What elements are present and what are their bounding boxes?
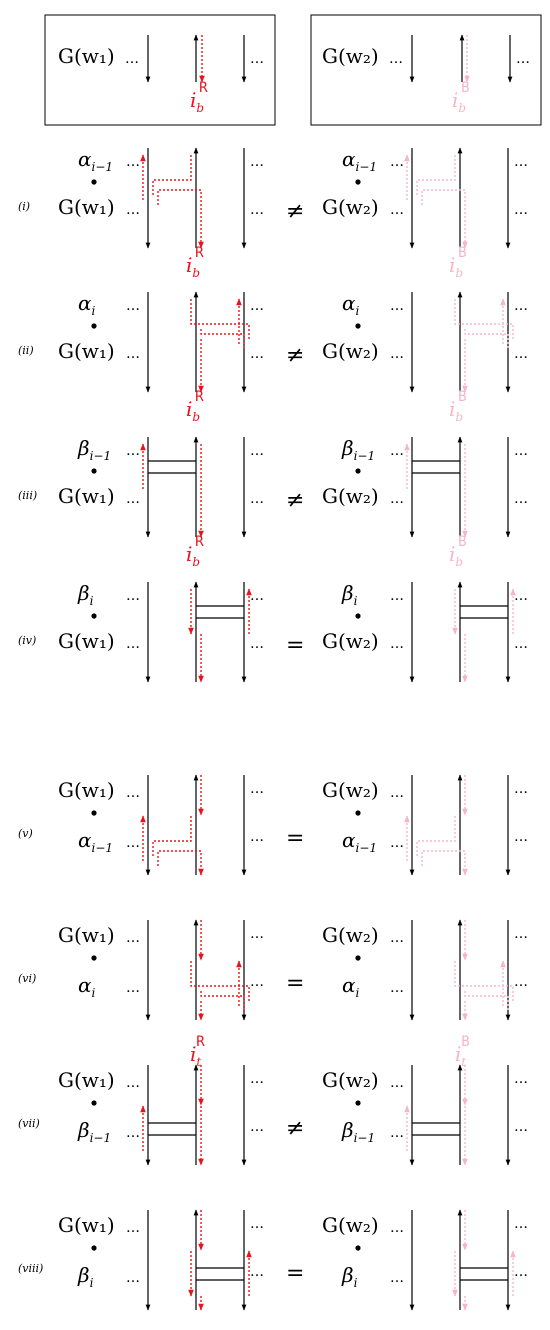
- ellipsis: …: [514, 154, 528, 170]
- relation-sign: ≠: [286, 343, 305, 368]
- ellipsis: …: [390, 930, 404, 946]
- symbol-label: $\beta_{i-1}$: [78, 436, 112, 463]
- graph-label: G(w₂): [322, 1213, 379, 1237]
- symbol-label: $\beta_{i-1}$: [78, 1118, 112, 1145]
- ellipsis: …: [126, 1075, 140, 1091]
- ellipsis: …: [126, 1220, 140, 1236]
- ellipsis: …: [126, 491, 140, 507]
- bullet-dot: [355, 179, 360, 184]
- graph-label: G(w₁): [58, 484, 115, 508]
- bullet-dot: [355, 468, 360, 473]
- ellipsis: …: [390, 443, 404, 459]
- ellipsis: …: [514, 202, 528, 218]
- ellipsis: …: [390, 298, 404, 314]
- ellipsis: …: [250, 1264, 264, 1280]
- ellipsis: …: [250, 491, 264, 507]
- bullet-dot: [91, 955, 96, 960]
- i-b-B-label: $i_bB$: [452, 80, 470, 115]
- graph-label-w2: G(w₂): [322, 44, 379, 68]
- bullet-dot: [355, 955, 360, 960]
- symbol-label: $\beta_i$: [342, 581, 358, 608]
- red-link: [201, 329, 244, 349]
- symbol-label: $\alpha_{i-1}$: [78, 147, 114, 174]
- graph-label: G(w₂): [322, 195, 379, 219]
- case-row: [18, 291, 528, 424]
- ellipsis: …: [250, 298, 264, 314]
- ellipsis: …: [514, 491, 528, 507]
- red-link: [153, 816, 191, 856]
- red-link: [455, 961, 513, 1001]
- ellipsis: …: [390, 491, 404, 507]
- ellipsis: …: [126, 346, 140, 362]
- red-link: [191, 961, 249, 1001]
- red-link: [465, 329, 508, 349]
- graph-label: G(w₂): [322, 629, 379, 653]
- ellipsis: …: [126, 980, 140, 996]
- ellipsis: …: [390, 980, 404, 996]
- case-tag: (viii): [18, 1262, 44, 1275]
- red-down: [422, 851, 465, 875]
- case-tag: (iv): [18, 634, 37, 647]
- ellipsis: …: [514, 829, 528, 845]
- red-link: [465, 991, 508, 1011]
- bullet-dot: [91, 810, 96, 815]
- graph-label: G(w₁): [58, 629, 115, 653]
- symbol-label: $\beta_i$: [78, 1263, 94, 1290]
- i-t-B-label: $i_tB$: [455, 1034, 470, 1069]
- ellipsis: …: [250, 202, 264, 218]
- ellipsis: …: [126, 443, 140, 459]
- graph-label: G(w₁): [58, 923, 115, 947]
- red-link: [417, 155, 455, 195]
- ellipsis: …: [126, 636, 140, 652]
- red-link: [191, 299, 249, 339]
- i-b-R-label: $i_bR$: [190, 80, 208, 115]
- symbol-label: $\alpha_i$: [342, 973, 360, 1000]
- i-b-R-label: $i_bR$: [186, 245, 204, 280]
- red-link: [417, 816, 455, 856]
- symbol-label: $\alpha_{i-1}$: [342, 828, 378, 855]
- bullet-dot: [91, 179, 96, 184]
- bullet-dot: [91, 1245, 96, 1250]
- bullet-dot: [91, 468, 96, 473]
- ellipsis: …: [514, 443, 528, 459]
- i-t-R-label: $i_tR$: [190, 1034, 205, 1069]
- symbol-label: $\beta_{i-1}$: [342, 1118, 376, 1145]
- bullet-dot: [355, 1100, 360, 1105]
- case-row: [18, 581, 528, 682]
- ellipsis: …: [126, 785, 140, 801]
- ellipsis: …: [250, 781, 264, 797]
- ellipsis: …: [250, 636, 264, 652]
- ellipsis: …: [126, 1125, 140, 1141]
- case-row: [18, 1210, 528, 1310]
- i-b-R-label: $i_bR$: [186, 389, 204, 424]
- case-tag: (ii): [18, 344, 34, 357]
- case-tag: (vii): [18, 1117, 40, 1130]
- ellipsis: …: [390, 1075, 404, 1091]
- header-right-panel: [311, 15, 541, 125]
- symbol-label: $\beta_{i-1}$: [342, 436, 376, 463]
- red-down: [158, 190, 201, 248]
- bullet-dot: [355, 1245, 360, 1250]
- relation-sign: ≠: [286, 488, 305, 513]
- ellipsis: …: [250, 926, 264, 942]
- i-b-B-label: $i_bB$: [449, 389, 467, 424]
- ellipsis: …: [250, 346, 264, 362]
- case-rows: [18, 147, 528, 1310]
- red-down: [158, 851, 201, 875]
- symbol-label: $\beta_i$: [78, 581, 94, 608]
- symbol-label: $\alpha_i$: [78, 291, 96, 318]
- bullet-dot: [355, 810, 360, 815]
- symbol-label: $\alpha_i$: [342, 291, 360, 318]
- ellipsis: …: [126, 835, 140, 851]
- case-row: [18, 775, 528, 875]
- graph-label: G(w₁): [58, 339, 115, 363]
- relation-sign: =: [286, 633, 305, 658]
- red-link: [455, 299, 513, 339]
- ellipsis: …: [514, 974, 528, 990]
- ellipsis: …: [514, 926, 528, 942]
- relation-sign: =: [286, 971, 305, 996]
- graph-label: G(w₂): [322, 778, 379, 802]
- ellipsis: …: [250, 154, 264, 170]
- ellipsis: …: [390, 1125, 404, 1141]
- graph-label: G(w₂): [322, 1068, 379, 1092]
- ellipsis: …: [126, 202, 140, 218]
- ellipsis: …: [390, 1220, 404, 1236]
- graph-label: G(w₂): [322, 339, 379, 363]
- ellipsis: …: [250, 1071, 264, 1087]
- ellipsis: …: [514, 781, 528, 797]
- ellipsis: …: [514, 1216, 528, 1232]
- symbol-label: $\beta_i$: [342, 1263, 358, 1290]
- ellipsis: …: [250, 443, 264, 459]
- relation-sign: ≠: [286, 199, 305, 224]
- graph-label: G(w₁): [58, 195, 115, 219]
- bullet-dot: [355, 613, 360, 618]
- ellipsis: …: [250, 1119, 264, 1135]
- ellipsis: …: [126, 1270, 140, 1286]
- ellipsis: …: [390, 588, 404, 604]
- ellipsis: …: [514, 1119, 528, 1135]
- graph-label-w1: G(w₁): [58, 44, 115, 68]
- ellipsis: …: [250, 588, 264, 604]
- ellipsis: …: [514, 346, 528, 362]
- bullet-dot: [355, 323, 360, 328]
- ellipsis: …: [126, 154, 140, 170]
- bullet-dot: [91, 323, 96, 328]
- graph-label: G(w₁): [58, 1068, 115, 1092]
- case-tag: (vi): [18, 972, 37, 985]
- ellipsis: …: [250, 829, 264, 845]
- ellipsis: …: [390, 202, 404, 218]
- case-row: [18, 920, 528, 1020]
- i-b-B-label: $i_bB$: [449, 245, 467, 280]
- ellipsis: …: [514, 1071, 528, 1087]
- ellipsis: …: [514, 636, 528, 652]
- case-tag: (i): [18, 200, 31, 213]
- relation-sign: =: [286, 826, 305, 851]
- ellipsis: …: [516, 51, 530, 67]
- case-tag: (iii): [18, 489, 38, 502]
- ellipsis: …: [389, 51, 403, 67]
- symbol-label: $\alpha_i$: [78, 973, 96, 1000]
- ellipsis: …: [514, 1264, 528, 1280]
- bullet-dot: [91, 1100, 96, 1105]
- ellipsis: …: [390, 1270, 404, 1286]
- ellipsis: …: [390, 346, 404, 362]
- graph-label: G(w₁): [58, 778, 115, 802]
- ellipsis: …: [390, 154, 404, 170]
- graph-label: G(w₁): [58, 1213, 115, 1237]
- ellipsis: …: [126, 930, 140, 946]
- symbol-label: $\alpha_{i-1}$: [78, 828, 114, 855]
- ellipsis: …: [125, 51, 139, 67]
- case-row: [18, 436, 528, 569]
- case-row: [18, 1034, 528, 1165]
- case-row: [18, 147, 528, 280]
- ellipsis: …: [390, 636, 404, 652]
- ellipsis: …: [250, 51, 264, 67]
- red-link: [201, 991, 244, 1011]
- ellipsis: …: [390, 835, 404, 851]
- graph-label: G(w₂): [322, 923, 379, 947]
- ellipsis: …: [250, 974, 264, 990]
- ellipsis: …: [390, 785, 404, 801]
- bullet-dot: [91, 613, 96, 618]
- ellipsis: …: [126, 298, 140, 314]
- symbol-label: $\alpha_{i-1}$: [342, 147, 378, 174]
- graph-label: G(w₂): [322, 484, 379, 508]
- relation-sign: =: [286, 1261, 305, 1286]
- header-left-panel: [45, 15, 275, 125]
- red-down: [422, 190, 465, 248]
- ellipsis: …: [250, 1216, 264, 1232]
- i-b-B-label: $i_bB$: [449, 534, 467, 569]
- ellipsis: …: [514, 588, 528, 604]
- relation-sign: ≠: [286, 1116, 305, 1141]
- i-b-R-label: $i_bR$: [186, 534, 204, 569]
- case-tag: (v): [18, 827, 33, 840]
- red-link: [153, 155, 191, 195]
- ellipsis: …: [514, 298, 528, 314]
- ellipsis: …: [126, 588, 140, 604]
